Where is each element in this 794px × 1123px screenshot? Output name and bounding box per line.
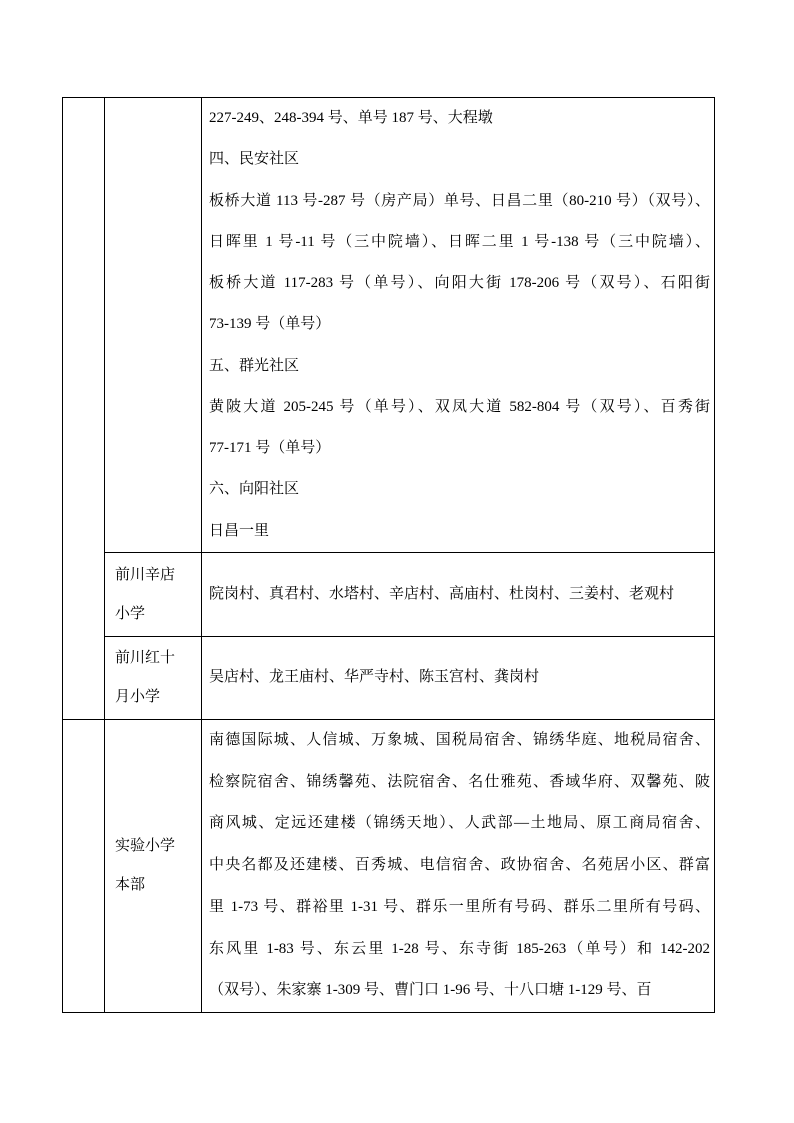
address-cell xyxy=(202,720,714,1012)
category-cell-empty xyxy=(63,98,105,719)
address-line: 四、民安社区 xyxy=(209,151,300,168)
address-cell xyxy=(202,637,714,719)
address-line: 77-171 号（单号） xyxy=(209,440,331,457)
address-line: 日昌一里 xyxy=(209,522,270,539)
school-name-line: 月小学 xyxy=(115,689,161,705)
address-line: 南德国际城、人信城、万象城、国税局宿舍、锦绣华庭、地税局宿舍、 xyxy=(209,732,710,748)
address-line: 板桥大道 117-283 号（单号）、向阳大街 178-206 号（双号）、石阳街 xyxy=(209,275,710,292)
table-section xyxy=(63,98,714,720)
address-line: 检察院宿舍、锦绣馨苑、法院宿舍、名仕雅苑、香域华府、双馨苑、陂 xyxy=(209,773,710,790)
address-cell xyxy=(202,553,714,636)
table-row xyxy=(105,553,714,637)
section-rows xyxy=(105,720,714,1012)
school-name-line: 本部 xyxy=(115,877,146,893)
address-line: 五、群光社区 xyxy=(209,357,300,374)
school-name-line: 前川红十 xyxy=(115,650,176,666)
table-row xyxy=(105,720,714,1012)
school-name-cell xyxy=(105,553,202,636)
address-line: 日晖里 1 号-11 号（三中院墙）、日晖二里 1 号-138 号（三中院墙）、 xyxy=(209,233,710,250)
school-name-line: 实验小学 xyxy=(115,838,176,854)
address-line: 里 1-73 号、群裕里 1-31 号、群乐一里所有号码、群乐二里所有号码、 xyxy=(209,898,710,915)
table-row xyxy=(105,637,714,719)
address-line: 中央名都及还建楼、百秀城、电信宿舍、政协宿舍、名苑居小区、群富 xyxy=(209,857,710,874)
school-name-cell xyxy=(105,637,202,719)
address-line: 东风里 1-83 号、东云里 1-28 号、东寺街 185-263（单号）和 142-202 xyxy=(209,940,710,957)
table-section xyxy=(63,720,714,1012)
school-name-cell xyxy=(105,98,202,552)
address-cell xyxy=(202,98,714,552)
address-line: 73-139 号（单号） xyxy=(209,316,331,333)
address-line: 227-249、248-394 号、单号 187 号、大程墩 xyxy=(209,110,493,126)
address-line: 商风城、定远还建楼（锦绣天地）、人武部—土地局、原工商局宿舍、 xyxy=(209,815,710,832)
address-line: 六、向阳社区 xyxy=(209,481,300,498)
school-district-table xyxy=(62,97,715,1013)
address-line: （双号）、朱家寨 1-309 号、曹门口 1-96 号、十八口塘 1-129 号、百 xyxy=(209,982,652,999)
school-name-line: 前川辛店 xyxy=(115,566,176,583)
address-line: 吴店村、龙王庙村、华严寺村、陈玉宫村、龚岗村 xyxy=(209,669,540,686)
section-rows xyxy=(105,98,714,719)
category-cell-empty xyxy=(63,720,105,1012)
school-name-line: 小学 xyxy=(115,605,146,622)
table-row xyxy=(105,98,714,553)
school-name-cell xyxy=(105,720,202,1012)
address-line: 板桥大道 113 号-287 号（房产局）单号、日昌二里（80-210 号）（双号）、 xyxy=(209,192,710,209)
address-line: 黄陂大道 205-245 号（单号）、双凤大道 582-804 号（双号）、百秀街 xyxy=(209,398,710,415)
address-line: 院岗村、真君村、水塔村、辛店村、高庙村、杜岗村、三姜村、老观村 xyxy=(209,585,675,602)
